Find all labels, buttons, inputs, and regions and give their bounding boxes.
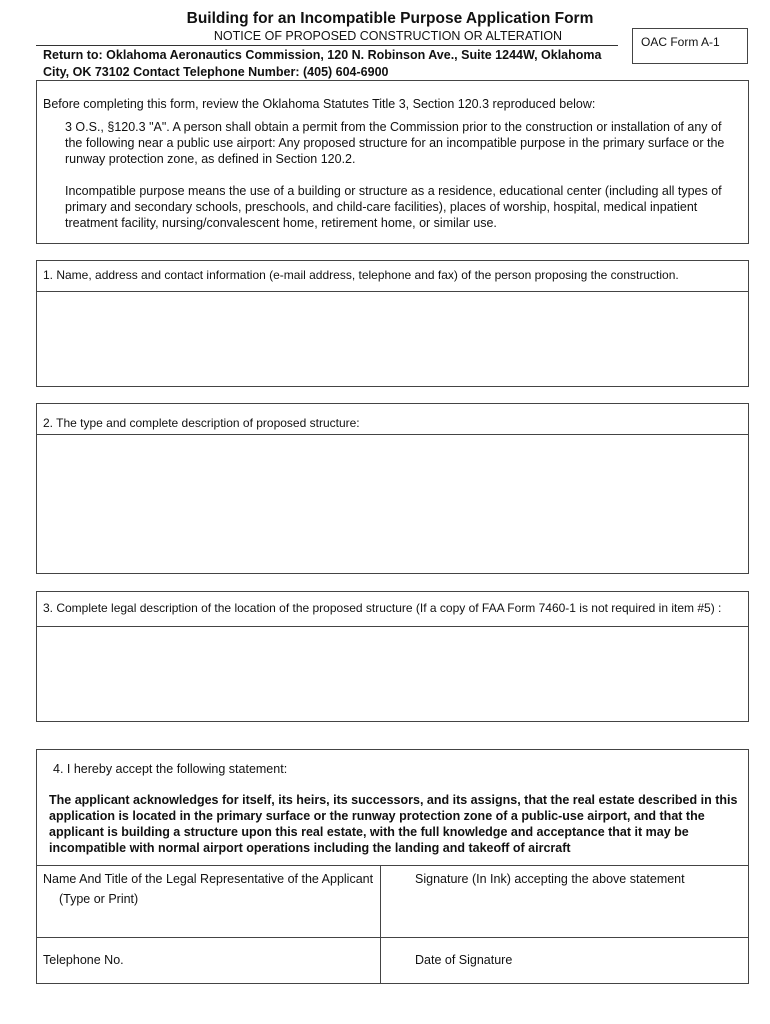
section-4-acceptance [36, 749, 749, 984]
rep-name-field[interactable] [37, 866, 379, 936]
section-1-question: 1. Name, address and contact information (e-mail address, telephone and fax) of the person proposing the construction. [43, 268, 679, 282]
telephone-label: Telephone No. [43, 953, 124, 967]
subtitle-divider [36, 45, 618, 46]
incompatible-purpose-definition: Incompatible purpose means the use of a building or structure as a residence, educational center (including all types of primary and secondary schools, preschools, and child-care facilities), places of worship, hospital, medical inpatient treatment facility, nursing/convalescent home, retirement home, or similar use. [65, 184, 722, 230]
rep-name-hint: (Type or Print) [59, 892, 139, 906]
return-address-line-2: City, OK 73102 Contact Telephone Number: (405) 604-6900 [43, 65, 389, 79]
acceptance-statement: The applicant acknowledges for itself, its heirs, its successors, and its assigns, that the real estate described in this application is located in the primary surface or the runway protection zone of a public-use airport, and that the applicant is building a structure upon this real estate, with the full knowledge and acceptance that it may be incompatible with normal airport operations including the landing and takeoff of aircraft [49, 793, 738, 855]
date-of-signature-field[interactable] [381, 938, 749, 984]
section-2-question: 2. The type and complete description of proposed structure: [43, 416, 360, 430]
telephone-field[interactable] [37, 938, 379, 984]
intro-lead-text: Before completing this form, review the Oklahoma Statutes Title 3, Section 120.3 reproduced below: [43, 97, 596, 111]
signature-field[interactable] [381, 866, 749, 936]
section-3-legal-description [36, 591, 749, 722]
return-address-line-1: Return to: Oklahoma Aeronautics Commission, 120 N. Robinson Ave., Suite 1244W, Oklahoma [43, 48, 602, 62]
section-1-contact-info [36, 260, 749, 387]
form-title: Building for an Incompatible Purpose Application Form [186, 10, 594, 27]
return-address [43, 47, 623, 81]
section-3-question: 3. Complete legal description of the location of the proposed structure (If a copy of FAA Form 7460-1 is not required in item #5) : [43, 601, 722, 615]
section-4-question: 4. I hereby accept the following statement: [53, 762, 288, 776]
date-of-signature-label: Date of Signature [415, 953, 513, 967]
section-3-answer-field[interactable] [37, 627, 748, 722]
form-subtitle: NOTICE OF PROPOSED CONSTRUCTION OR ALTERATION [213, 29, 563, 43]
section-2-structure-description [36, 403, 749, 574]
section-2-answer-field[interactable] [37, 435, 748, 574]
form-id-box: OAC Form A-1 [632, 28, 748, 64]
statute-text: 3 O.S., §120.3 "A". A person shall obtain a permit from the Commission prior to the construction or installation of any of the following near a public use airport: Any proposed structure for an incompatible purpose in the primary surface or the runway protection zone, as defined in Section 120.2. [65, 120, 725, 166]
signature-label: Signature (In Ink) accepting the above statement [415, 872, 685, 886]
statute-intro-box [36, 80, 749, 244]
section-1-answer-field[interactable] [37, 292, 748, 387]
rep-name-label: Name And Title of the Legal Representative of the Applicant [43, 872, 374, 886]
